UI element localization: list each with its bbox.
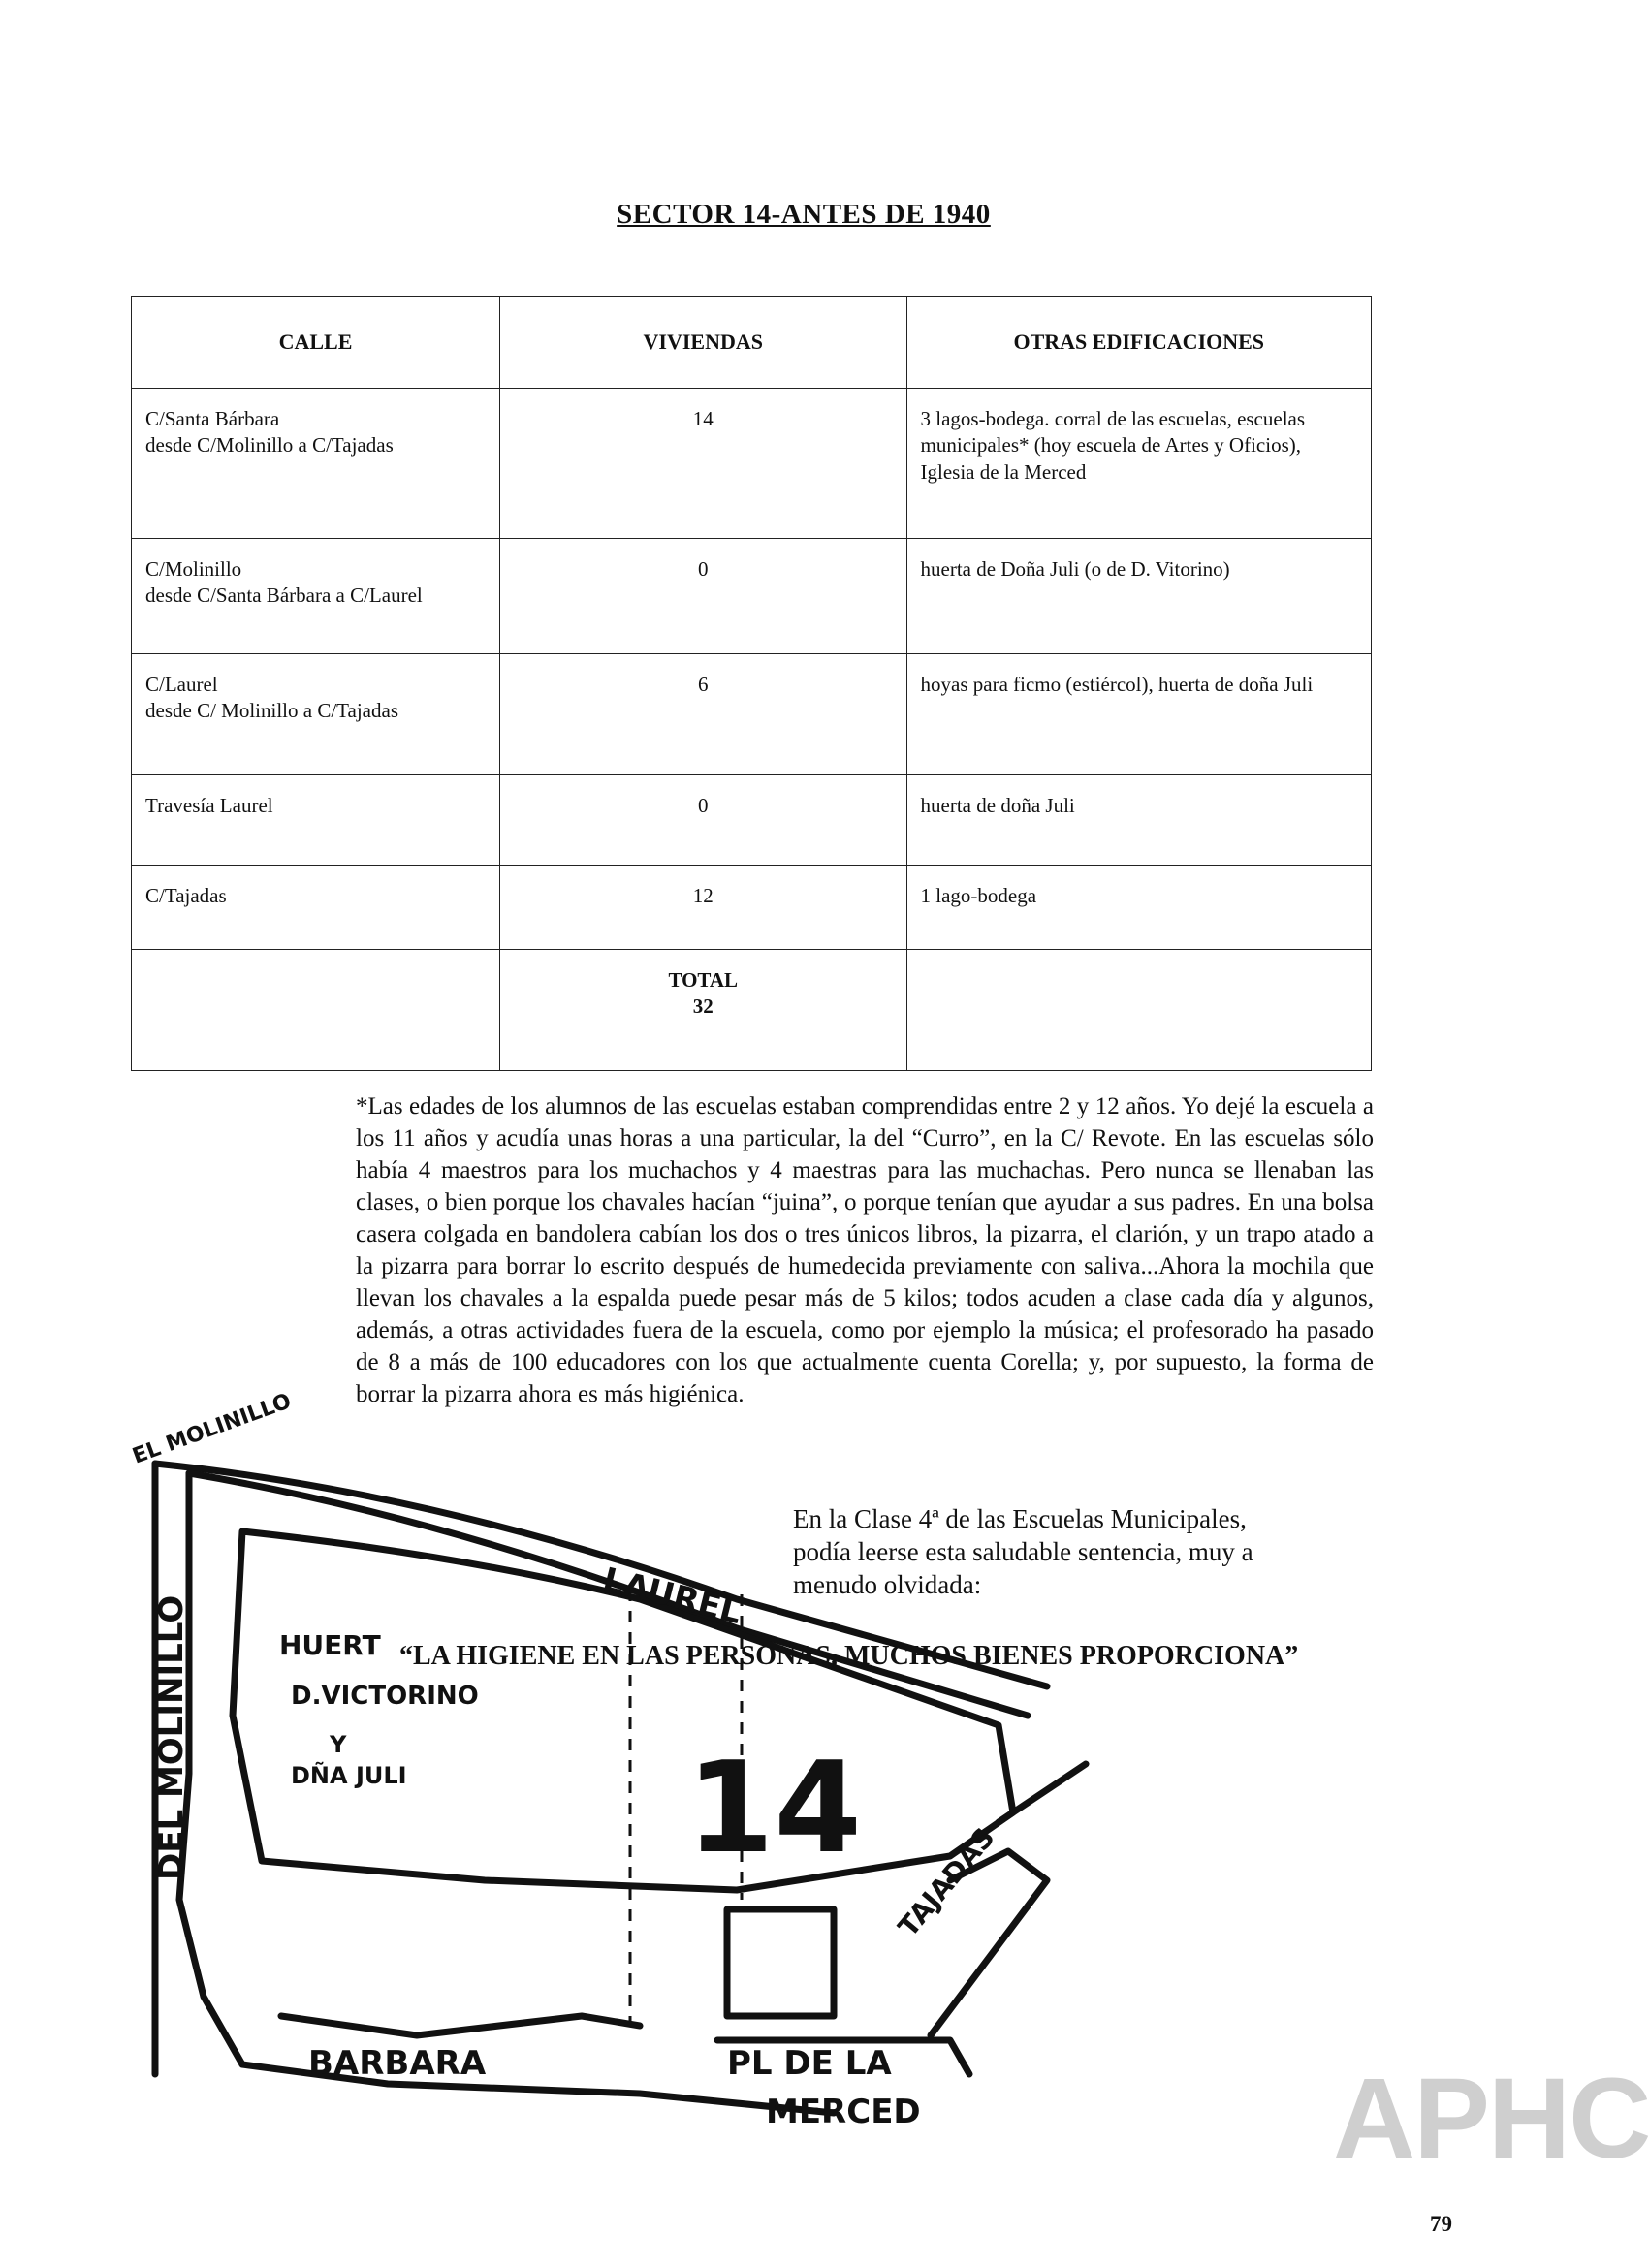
map-label-sector-number: 14 [686,1734,862,1881]
map-label-y: Y [330,1731,347,1758]
map-label-pl-de-la: PL DE LA [727,2044,892,2083]
street-range: desde C/Santa Bárbara a C/Laurel [145,583,423,608]
map-label-barbara: BARBARA [308,2044,487,2083]
table-row [132,389,1372,539]
clase-note-line: menudo olvidada: [793,1570,982,1599]
footnote: *Las edades de los alumnos de las escuelas estaban comprendidas entre 2 y 12 años. Yo dejé la escuela a los 11 años y acudía unas horas a una particular, la del “Curro”, en la C/ Revote. En las escuelas sólo había 4 maestros para los muchachos y 4 maestras para las muchachas. Pero nunca se llenaban las clases, o bien porque los chavales hacían “juina”, o porque tenían que ayudar a sus padres. En una bolsa casera colgada en bandolera cabían los dos o tres únicos libros, la pizarra, el clarión, y un trapo atado a la pizarra para borrar lo escrito después de humedecida previamente con saliva...Ahora la mochila que llevan los chavales a la espalda puede pesar más de 5 kilos; todos acuden a clase cada día y algunos, además, a otras actividades fuera de la escuela, como por ejemplo la música; el profesorado ha pasado de 8 a más de 100 educadores con los que actualmente cuenta Corella; y, por supuesto, la forma de borrar la pizarra ahora es más higiénica. [356,1093,1374,1407]
cell-calle: C/Tajadas [132,866,500,950]
map-label-dna-juli: DÑA JULI [291,1762,407,1789]
cell-calle [132,654,500,775]
map-label-huert: HUERT [279,1629,381,1661]
table-row [132,539,1372,654]
table-row [132,866,1372,950]
total-value: 32 [692,994,714,1019]
clase-note-line: En la Clase 4ª de las Escuelas Municipales, [793,1504,1247,1533]
aphc-logo: APHC [1333,2055,1649,2183]
cell-viviendas: 6 [500,654,907,775]
table-row [132,654,1372,775]
page-title: SECTOR 14-ANTES DE 1940 [617,199,991,230]
cell-empty [132,950,500,1071]
cell-otras: huerta de Doña Juli (o de D. Vitorino) [906,539,1371,654]
street-range: desde C/ Molinillo a C/Tajadas [145,699,398,723]
cell-total [500,950,907,1071]
clase-note-line: podía leerse esta saludable sentencia, muy a [793,1537,1253,1566]
cell-otras: 1 lago-bodega [906,866,1371,950]
map-label-tajadas: TAJADAS [892,1821,1001,1943]
cell-empty [906,950,1371,1071]
cell-viviendas: 14 [500,389,907,539]
map-label-laurel: LAUREL [598,1559,745,1632]
map-label-del-molinillo: DEL MOLINILLO [152,1594,191,1880]
street-range: desde C/Molinillo a C/Tajadas [145,433,394,457]
cell-viviendas: 0 [500,775,907,866]
map-label-el-molinillo: EL MOLINILLO [129,1389,295,1469]
cell-otras: hoyas para ficmo (estiércol), huerta de doña Juli [906,654,1371,775]
map-label-vitorino: D.VICTORINO [291,1682,479,1711]
cell-otras: 3 lagos-bodega. corral de las escuelas, escuelas municipales* (hoy escuela de Artes y Oficios), Iglesia de la Merced [906,389,1371,539]
cell-calle [132,389,500,539]
cell-calle: Travesía Laurel [132,775,500,866]
table-header-row [132,297,1372,389]
column-header-otras: OTRAS EDIFICACIONES [906,297,1371,389]
cell-viviendas: 0 [500,539,907,654]
table-row [132,775,1372,866]
cell-otras: huerta de doña Juli [906,775,1371,866]
column-header-viviendas: VIVIENDAS [500,297,907,389]
motto: “LA HIGIENE EN LAS PERSONAS, MUCHOS BIENES PROPORCIONA” [399,1641,1299,1671]
street-name: C/Laurel [145,673,218,696]
church-outline [727,1909,834,2016]
table-total-row [132,950,1372,1071]
clase-note [793,1502,1375,1601]
map-label-merced: MERCED [766,2093,921,2131]
page-number: 79 [1430,2212,1452,2236]
street-name: C/Molinillo [145,557,242,581]
street-line-barbara-inner [281,2016,640,2035]
total-label: TOTAL [668,968,739,992]
column-header-calle: CALLE [132,297,500,389]
sector-table [131,296,1372,1071]
cell-viviendas: 12 [500,866,907,950]
street-name: C/Santa Bárbara [145,407,280,430]
cell-calle [132,539,500,654]
